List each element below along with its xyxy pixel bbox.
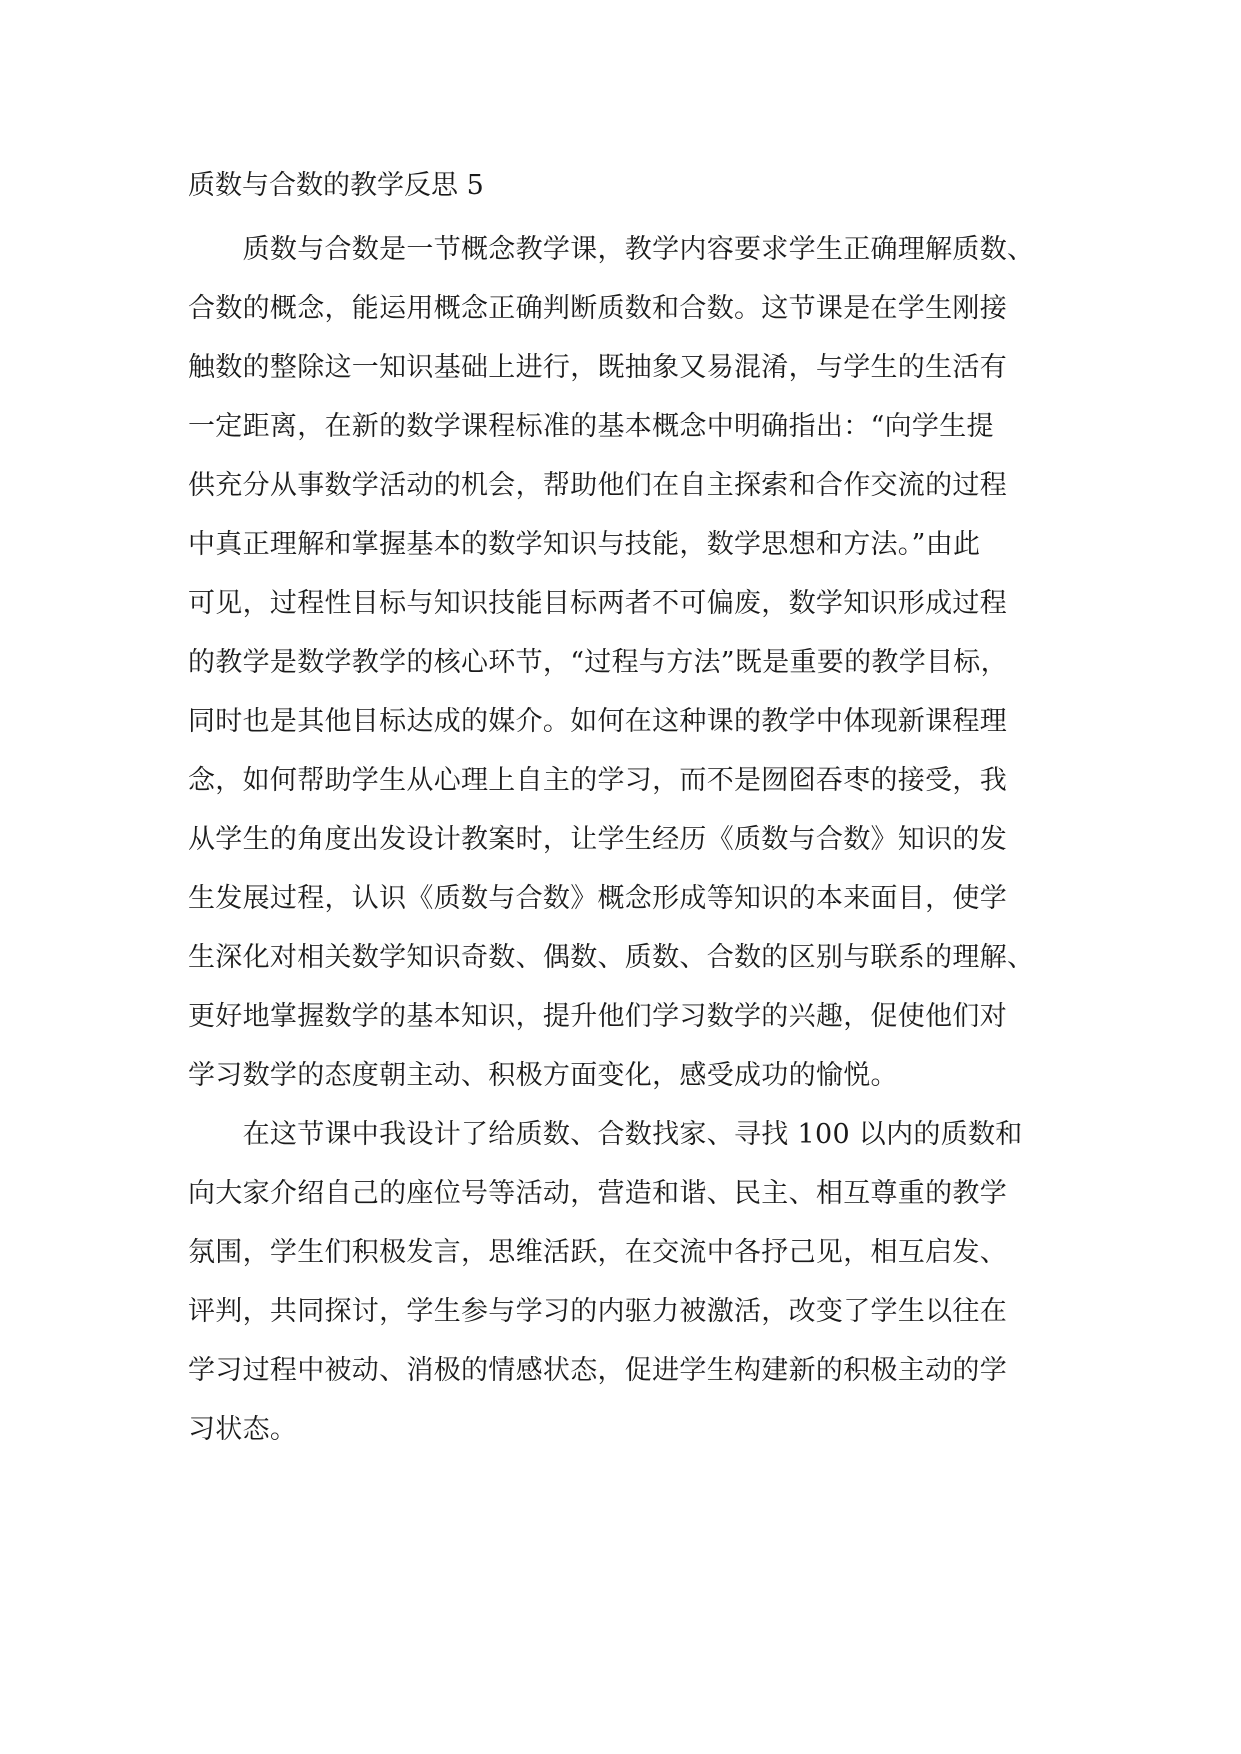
paragraph-2-line: 向大家介绍自己的座位号等活动，营造和谐、民主、相互尊重的教学 — [188, 1178, 1007, 1209]
paragraph-2-line: 氛围，学生们积极发言，思维活跃，在交流中各抒己见，相互启发、 — [188, 1237, 1007, 1268]
paragraph-1-line: 念，如何帮助学生从心理上自主的学习，而不是囫囵吞枣的接受，我 — [188, 765, 1007, 796]
paragraph-1-line: 供充分从事数学活动的机会，帮助他们在自主探索和合作交流的过程 — [188, 470, 1007, 501]
paragraph-1-line: 质数与合数是一节概念教学课，教学内容要求学生正确理解质数、 — [188, 234, 1035, 265]
paragraph-2-line: 习状态。 — [188, 1414, 298, 1445]
paragraph-1-line: 生深化对相关数学知识奇数、偶数、质数、合数的区别与联系的理解、 — [188, 942, 1035, 973]
paragraph-1-line: 一定距离，在新的数学课程标准的基本概念中明确指出：“向学生提 — [188, 411, 994, 442]
paragraph-1-line: 的教学是数学教学的核心环节，“过程与方法”既是重要的教学目标， — [188, 647, 1008, 678]
paragraph-1-line: 合数的概念，能运用概念正确判断质数和合数。这节课是在学生刚接 — [188, 293, 1007, 324]
document-title: 质数与合数的教学反思 5 — [188, 170, 484, 201]
paragraph-2-line: 评判，共同探讨，学生参与学习的内驱力被激活，改变了学生以往在 — [188, 1296, 1007, 1327]
paragraph-1-line: 同时也是其他目标达成的媒介。如何在这种课的教学中体现新课程理 — [188, 706, 1007, 737]
paragraph-1-line: 学习数学的态度朝主动、积极方面变化，感受成功的愉悦。 — [188, 1060, 898, 1091]
paragraph-1-line: 更好地掌握数学的基本知识，提升他们学习数学的兴趣，促使他们对 — [188, 1001, 1007, 1032]
paragraph-1-line: 可见，过程性目标与知识技能目标两者不可偏废，数学知识形成过程 — [188, 588, 1007, 619]
paragraph-1-line: 中真正理解和掌握基本的数学知识与技能，数学思想和方法。”由此 — [188, 529, 981, 560]
paragraph-2-line: 在这节课中我设计了给质数、合数找家、寻找 100 以内的质数和 — [188, 1119, 1023, 1150]
paragraph-2-line: 学习过程中被动、消极的情感状态，促进学生构建新的积极主动的学 — [188, 1355, 1007, 1386]
paragraph-1-line: 生发展过程，认识《质数与合数》概念形成等知识的本来面目，使学 — [188, 883, 1007, 914]
paragraph-1-line: 从学生的角度出发设计教案时，让学生经历《质数与合数》知识的发 — [188, 824, 1007, 855]
paragraph-1-line: 触数的整除这一知识基础上进行，既抽象又易混淆，与学生的生活有 — [188, 352, 1007, 383]
